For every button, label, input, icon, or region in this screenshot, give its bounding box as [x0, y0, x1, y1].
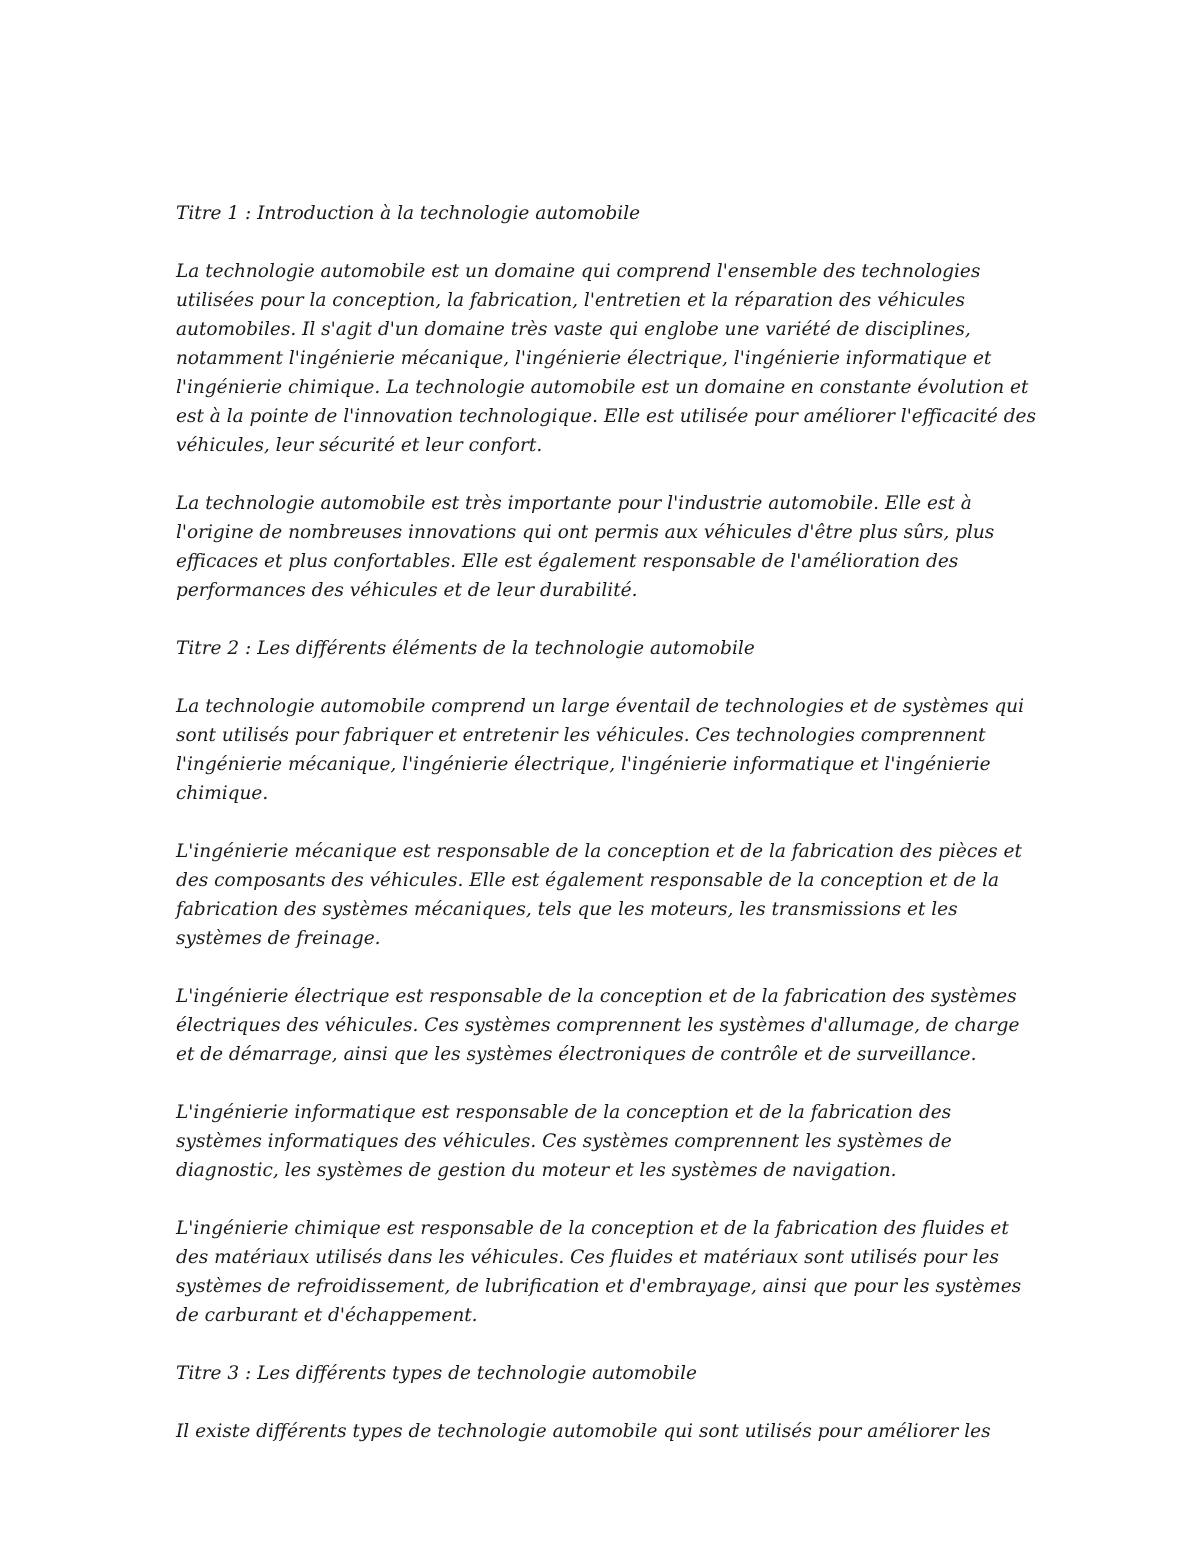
section-heading-1: Titre 1 : Introduction à la technologie automobile: [176, 203, 641, 224]
paragraph-intro-1: La technologie automobile est un domaine qui comprend l'ensemble des technologies utilisées pour la conception, la fabrication, l'entretien et la réparation des véhicules automobiles. Il s'agit d'un domaine très vaste qui englobe une variété de disciplines, notamment l'ingénierie mécanique, l'ingénierie électrique, l'ingénierie informatique et l'ingénierie chimique. La technologie automobile est un domaine en constante évolution et est à la pointe de l'innovation technologique. Elle est utilisée pour améliorer l'efficacité des véhicules, leur sécurité et leur confort.: [176, 261, 1036, 456]
paragraph-chemical-engineering: L'ingénierie chimique est responsable de la conception et de la fabrication des fluides et des matériaux utilisés dans les véhicules. Ces fluides et matériaux sont utilisés pour les systèmes de refroidissement, de lubrification et d'embrayage, ainsi que pour les systèmes de carburant et d'échappement.: [176, 1218, 1022, 1326]
section-heading-3: Titre 3 : Les différents types de technologie automobile: [176, 1363, 697, 1384]
paragraph-electrical-engineering: L'ingénierie électrique est responsable de la conception et de la fabrication des systèmes électriques des véhicules. Ces systèmes comprennent les systèmes d'allumage, de charge et de démarrage, ainsi que les systèmes électroniques de contrôle et de surveillance.: [176, 986, 1020, 1065]
document-body: [176, 199, 1036, 1475]
paragraph-elements-overview: La technologie automobile comprend un large éventail de technologies et de systèmes qui sont utilisés pour fabriquer et entretenir les véhicules. Ces technologies comprennent l'ingénierie mécanique, l'ingénierie électrique, l'ingénierie informatique et l'ingénierie chimique.: [176, 696, 1024, 804]
paragraph-types-intro: Il existe différents types de technologie automobile qui sont utilisés pour améliorer les: [176, 1421, 991, 1442]
paragraph-computer-engineering: L'ingénierie informatique est responsable de la conception et de la fabrication des systèmes informatiques des véhicules. Ces systèmes comprennent les systèmes de diagnostic, les systèmes de gestion du moteur et les systèmes de navigation.: [176, 1102, 952, 1181]
section-heading-2: Titre 2 : Les différents éléments de la technologie automobile: [176, 638, 755, 659]
paragraph-mechanical-engineering: L'ingénierie mécanique est responsable de la conception et de la fabrication des pièces et des composants des véhicules. Elle est également responsable de la conception et de la fabrication des systèmes mécaniques, tels que les moteurs, les transmissions et les systèmes de freinage.: [176, 841, 1022, 949]
paragraph-intro-2: La technologie automobile est très importante pour l'industrie automobile. Elle est à l'origine de nombreuses innovations qui ont permis aux véhicules d'être plus sûrs, plus efficaces et plus confortables. Elle est également responsable de l'amélioration des performances des véhicules et de leur durabilité.: [176, 493, 995, 601]
